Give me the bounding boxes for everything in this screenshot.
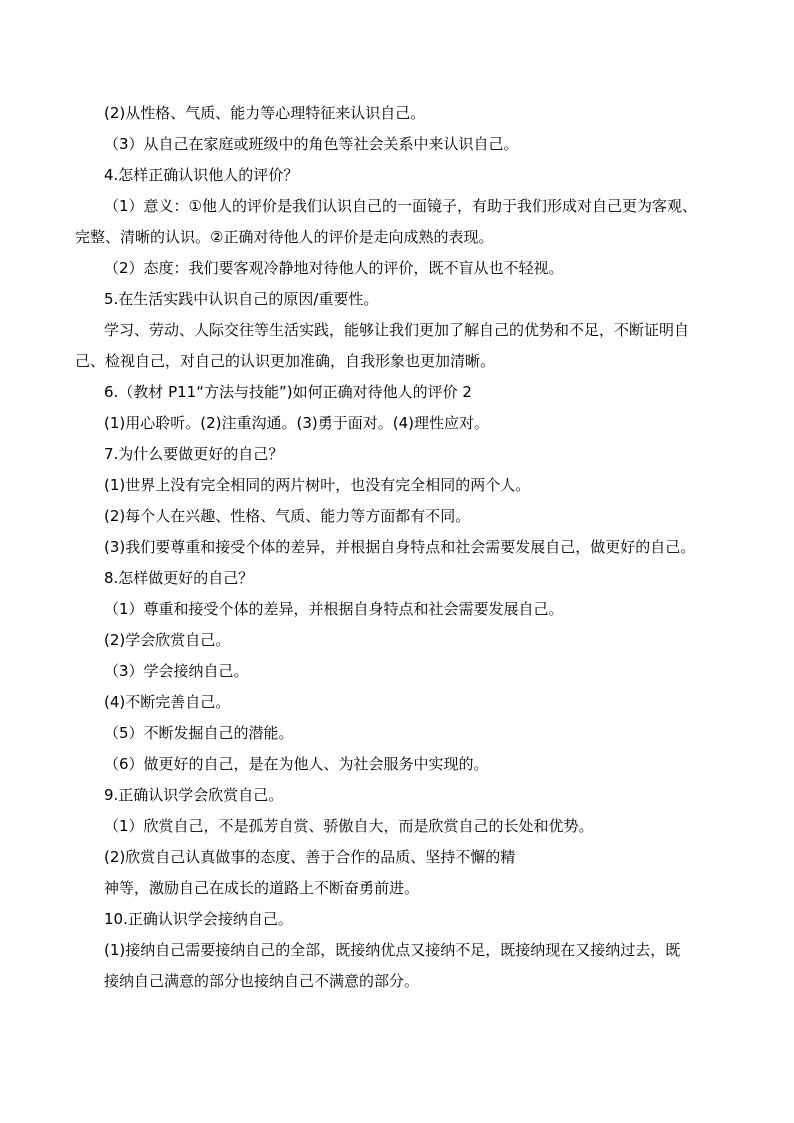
text-line-5: （2）态度：我们要客观冷静地对待他人的评价，既不盲从也不轻视。 xyxy=(104,259,564,277)
text-line-21: (1)接纳自己需要接纳自己的全部，既接纳优点又接纳不足，既接纳现在又接纳过去，既 xyxy=(104,941,681,959)
text-line-11: (3)我们要尊重和接受个体的差异，并根据自身特点和社会需要发展自己，做更好的自己。 xyxy=(104,538,696,556)
text-line-22: 接纳自己满意的部分也接纳自己不满意的部分。 xyxy=(104,972,420,990)
text-line-16: （5）不断发掘自己的潜能。 xyxy=(104,724,294,742)
section-heading-8: 8.怎样做更好的自己？ xyxy=(104,569,254,587)
text-line-8: (1)用心聆听。(2)注重沟通。(3)勇于面对。(4)理性应对。 xyxy=(104,414,489,432)
text-line-9: (1)世界上没有完全相同的两片树叶，也没有完全相同的两个人。 xyxy=(104,476,531,494)
text-line-6: 学习、劳动、人际交往等生活实践，能够让我们更加了解自己的优势和不足，不断证明自 xyxy=(104,321,690,339)
text-line-2: （3）从自己在家庭或班级中的角色等社会关系中来认识自己。 xyxy=(104,135,519,153)
text-line-17: （6）做更好的自己，是在为他人、为社会服务中实现的。 xyxy=(104,755,489,773)
text-line-15: (4)不断完善自己。 xyxy=(104,693,231,711)
text-line-20: 神等，激励自己在成长的道路上不断奋勇前进。 xyxy=(104,879,420,897)
section-heading-6: 6.（教材 P11“方法与技能”)如何正确对待他人的评价 2 xyxy=(104,383,472,401)
text-line-13: (2)学会欣赏自己。 xyxy=(104,631,231,649)
text-line-18: （1）欣赏自己，不是孤芳自赏、骄傲自大，而是欣赏自己的长处和优势。 xyxy=(104,817,594,835)
text-line-10: (2)每个人在兴趣、性格、气质、能力等方面都有不同。 xyxy=(104,507,471,525)
section-heading-5: 5.在生活实践中认识自己的原因/重要性。 xyxy=(104,290,379,308)
text-line-12: （1）尊重和接受个体的差异，并根据自身特点和社会需要发展自己。 xyxy=(104,600,564,618)
text-line-19: (2)欣赏自己认真做事的态度、善于合作的品质、坚持不懈的精 xyxy=(104,848,516,866)
section-heading-7: 7.为什么要做更好的自己？ xyxy=(104,445,284,463)
text-line-14: （3）学会接纳自己。 xyxy=(104,662,249,680)
text-line-1: (2)从性格、气质、能力等心理特征来认识自己。 xyxy=(104,104,426,122)
text-line-3: （1）意义：①他人的评价是我们认识自己的一面镜子，有助于我们形成对自己更为客观、 xyxy=(104,197,697,215)
section-heading-4: 4.怎样正确认识他人的评价？ xyxy=(104,166,299,184)
text-line-4: 完整、清晰的认识。②正确对待他人的评价是走向成熟的表现。 xyxy=(75,228,494,246)
text-line-7: 己、检视自己，对自己的认识更加准确，自我形象也更加清晰。 xyxy=(75,352,496,370)
section-heading-9: 9.正确认识学会欣赏自己。 xyxy=(104,786,284,804)
section-heading-10: 10.正确认识学会接纳自己。 xyxy=(104,910,293,928)
